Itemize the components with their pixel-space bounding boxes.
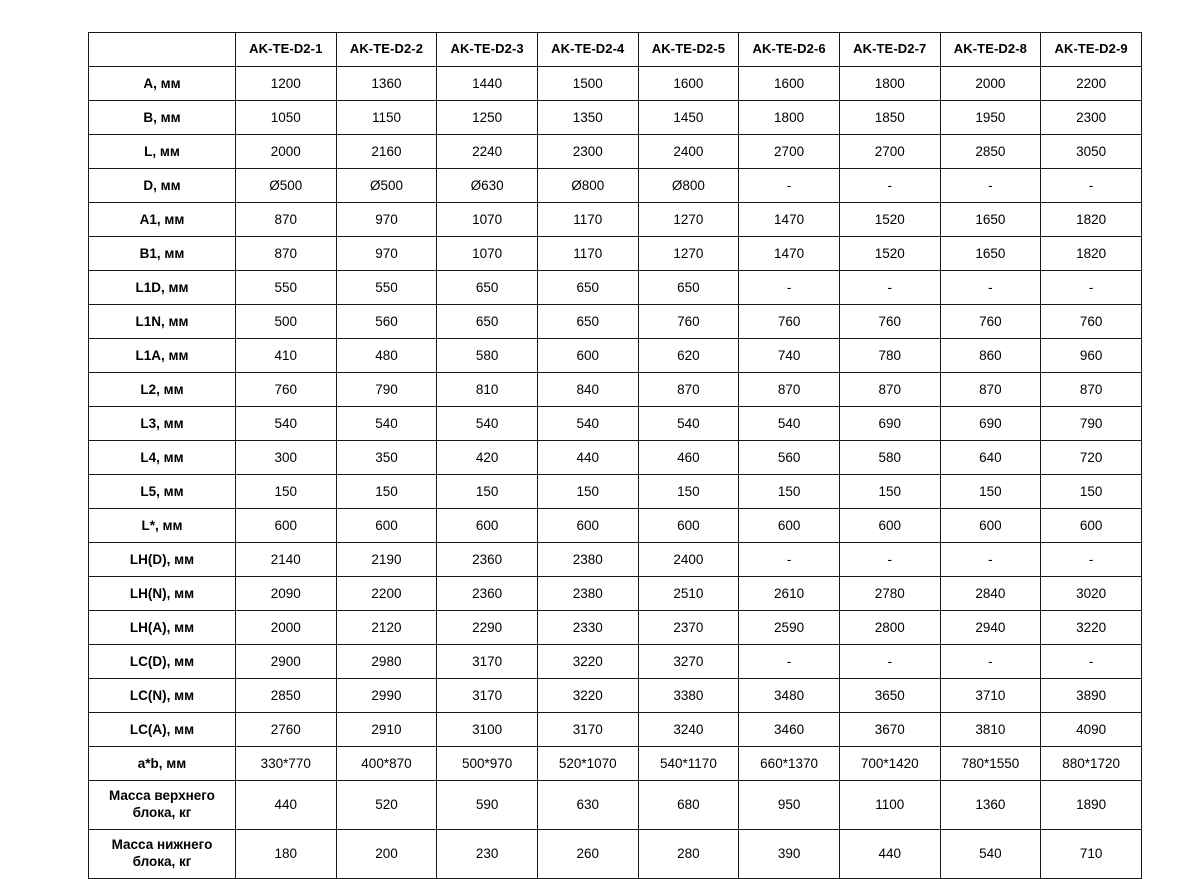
table-cell: 600: [1041, 509, 1142, 543]
table-cell: 460: [638, 441, 739, 475]
table-cell: Ø500: [235, 169, 336, 203]
column-header: AK-TE-D2-5: [638, 33, 739, 67]
table-cell: 420: [437, 441, 538, 475]
table-row: [89, 543, 1142, 577]
table-cell: 2330: [537, 611, 638, 645]
table-cell: 2780: [839, 577, 940, 611]
table-cell: 150: [839, 475, 940, 509]
table-cell: 2200: [336, 577, 437, 611]
table-row: [89, 747, 1142, 781]
table-cell: 550: [235, 271, 336, 305]
table-cell: 870: [235, 237, 336, 271]
row-header: a*b, мм: [89, 747, 236, 781]
table-row: [89, 407, 1142, 441]
table-cell: 780*1550: [940, 747, 1041, 781]
table-cell: 970: [336, 237, 437, 271]
table-corner-cell: [89, 33, 236, 67]
table-cell: 2120: [336, 611, 437, 645]
table-cell: 520: [336, 781, 437, 830]
table-cell: Ø500: [336, 169, 437, 203]
table-cell: 200: [336, 830, 437, 879]
table-cell: 600: [940, 509, 1041, 543]
table-cell: 720: [1041, 441, 1142, 475]
table-cell: 2290: [437, 611, 538, 645]
table-row: [89, 475, 1142, 509]
table-cell: 2000: [235, 135, 336, 169]
table-cell: -: [839, 543, 940, 577]
table-cell: -: [940, 169, 1041, 203]
table-cell: 2610: [739, 577, 840, 611]
table-body: [89, 67, 1142, 879]
table-cell: 1200: [235, 67, 336, 101]
table-cell: 580: [839, 441, 940, 475]
table-cell: 960: [1041, 339, 1142, 373]
table-cell: 3100: [437, 713, 538, 747]
table-cell: 280: [638, 830, 739, 879]
table-cell: 600: [638, 509, 739, 543]
table-cell: 2360: [437, 543, 538, 577]
table-cell: 440: [839, 830, 940, 879]
table-row: [89, 373, 1142, 407]
table-cell: 2700: [839, 135, 940, 169]
column-header: AK-TE-D2-6: [739, 33, 840, 67]
table-cell: -: [1041, 271, 1142, 305]
table-cell: 3670: [839, 713, 940, 747]
table-cell: 1500: [537, 67, 638, 101]
row-header: LH(N), мм: [89, 577, 236, 611]
table-cell: 710: [1041, 830, 1142, 879]
table-header: [89, 33, 1142, 67]
table-cell: 2840: [940, 577, 1041, 611]
table-cell: -: [940, 271, 1041, 305]
table-cell: 1270: [638, 203, 739, 237]
table-cell: 560: [336, 305, 437, 339]
table-cell: 2510: [638, 577, 739, 611]
table-cell: 3170: [537, 713, 638, 747]
table-cell: 870: [638, 373, 739, 407]
table-cell: 2400: [638, 135, 739, 169]
table-cell: 150: [235, 475, 336, 509]
table-cell: 3650: [839, 679, 940, 713]
table-cell: 150: [940, 475, 1041, 509]
table-cell: 2240: [437, 135, 538, 169]
table-row: [89, 679, 1142, 713]
table-cell: 630: [537, 781, 638, 830]
table-cell: 1440: [437, 67, 538, 101]
table-cell: 860: [940, 339, 1041, 373]
table-cell: 500*970: [437, 747, 538, 781]
table-row: [89, 271, 1142, 305]
table-cell: 590: [437, 781, 538, 830]
table-row: [89, 101, 1142, 135]
table-row: [89, 203, 1142, 237]
table-row: [89, 441, 1142, 475]
table-cell: 1820: [1041, 203, 1142, 237]
table-cell: -: [839, 271, 940, 305]
table-cell: 1070: [437, 203, 538, 237]
table-cell: 3220: [537, 679, 638, 713]
table-cell: 520*1070: [537, 747, 638, 781]
table-cell: 540: [336, 407, 437, 441]
table-cell: 150: [537, 475, 638, 509]
column-header: AK-TE-D2-8: [940, 33, 1041, 67]
table-cell: -: [940, 645, 1041, 679]
table-cell: 440: [235, 781, 336, 830]
column-header: AK-TE-D2-7: [839, 33, 940, 67]
table-cell: 2800: [839, 611, 940, 645]
row-header: LC(A), мм: [89, 713, 236, 747]
column-header: AK-TE-D2-3: [437, 33, 538, 67]
table-cell: 3810: [940, 713, 1041, 747]
table-cell: 580: [437, 339, 538, 373]
table-cell: 2980: [336, 645, 437, 679]
table-row: [89, 509, 1142, 543]
column-header: AK-TE-D2-2: [336, 33, 437, 67]
row-header: L, мм: [89, 135, 236, 169]
row-header: L4, мм: [89, 441, 236, 475]
table-cell: 650: [638, 271, 739, 305]
table-cell: -: [739, 645, 840, 679]
table-cell: 760: [1041, 305, 1142, 339]
table-row: [89, 577, 1142, 611]
table-cell: 660*1370: [739, 747, 840, 781]
table-cell: 760: [235, 373, 336, 407]
table-cell: 500: [235, 305, 336, 339]
table-cell: 870: [940, 373, 1041, 407]
table-row: [89, 781, 1142, 830]
table-cell: 4090: [1041, 713, 1142, 747]
table-cell: 680: [638, 781, 739, 830]
table-cell: 740: [739, 339, 840, 373]
table-cell: 2850: [940, 135, 1041, 169]
table-cell: 540: [739, 407, 840, 441]
table-cell: 540: [235, 407, 336, 441]
table-cell: 390: [739, 830, 840, 879]
table-cell: 700*1420: [839, 747, 940, 781]
table-cell: 1070: [437, 237, 538, 271]
table-row: [89, 611, 1142, 645]
table-cell: 2160: [336, 135, 437, 169]
column-header: AK-TE-D2-4: [537, 33, 638, 67]
table-cell: 3050: [1041, 135, 1142, 169]
table-cell: 3380: [638, 679, 739, 713]
row-header: LC(N), мм: [89, 679, 236, 713]
table-cell: 600: [235, 509, 336, 543]
table-cell: 870: [739, 373, 840, 407]
row-header: A, мм: [89, 67, 236, 101]
column-header: AK-TE-D2-1: [235, 33, 336, 67]
table-cell: 600: [839, 509, 940, 543]
table-row: [89, 135, 1142, 169]
table-cell: 690: [839, 407, 940, 441]
table-cell: 970: [336, 203, 437, 237]
table-cell: 3220: [537, 645, 638, 679]
table-cell: 2190: [336, 543, 437, 577]
table-cell: 150: [638, 475, 739, 509]
table-cell: 600: [537, 509, 638, 543]
row-header: Масса верхнего блока, кг: [89, 781, 236, 830]
row-header: L5, мм: [89, 475, 236, 509]
table-cell: 3480: [739, 679, 840, 713]
table-cell: 150: [1041, 475, 1142, 509]
table-cell: 1800: [739, 101, 840, 135]
table-cell: 1800: [839, 67, 940, 101]
table-cell: 1360: [940, 781, 1041, 830]
table-cell: 2300: [1041, 101, 1142, 135]
table-cell: 780: [839, 339, 940, 373]
table-cell: 2910: [336, 713, 437, 747]
table-cell: -: [739, 543, 840, 577]
table-cell: 2380: [537, 543, 638, 577]
table-row: [89, 305, 1142, 339]
table-cell: 3170: [437, 679, 538, 713]
table-cell: 650: [537, 305, 638, 339]
table-cell: 2000: [940, 67, 1041, 101]
table-cell: 150: [739, 475, 840, 509]
table-row: [89, 645, 1142, 679]
table-cell: 3170: [437, 645, 538, 679]
table-cell: 2700: [739, 135, 840, 169]
table-cell: 540*1170: [638, 747, 739, 781]
table-cell: 2370: [638, 611, 739, 645]
table-cell: 2200: [1041, 67, 1142, 101]
table-cell: 3270: [638, 645, 739, 679]
table-cell: 1650: [940, 237, 1041, 271]
table-cell: 2360: [437, 577, 538, 611]
table-cell: 2990: [336, 679, 437, 713]
table-cell: 1950: [940, 101, 1041, 135]
table-cell: 2590: [739, 611, 840, 645]
table-cell: 600: [537, 339, 638, 373]
table-cell: 1520: [839, 203, 940, 237]
table-cell: 760: [940, 305, 1041, 339]
table-cell: 810: [437, 373, 538, 407]
table-cell: -: [839, 645, 940, 679]
table-cell: -: [1041, 645, 1142, 679]
table-cell: 790: [1041, 407, 1142, 441]
table-cell: 1650: [940, 203, 1041, 237]
table-cell: 870: [235, 203, 336, 237]
table-cell: 760: [739, 305, 840, 339]
row-header: L1A, мм: [89, 339, 236, 373]
row-header: LH(A), мм: [89, 611, 236, 645]
table-cell: 600: [739, 509, 840, 543]
row-header: L1D, мм: [89, 271, 236, 305]
table-cell: 350: [336, 441, 437, 475]
table-cell: 1820: [1041, 237, 1142, 271]
table-cell: 150: [437, 475, 538, 509]
table-cell: 1250: [437, 101, 538, 135]
table-cell: 540: [638, 407, 739, 441]
table-cell: -: [739, 169, 840, 203]
table-cell: 620: [638, 339, 739, 373]
table-cell: 1170: [537, 203, 638, 237]
table-header-row: [89, 33, 1142, 67]
table-cell: 400*870: [336, 747, 437, 781]
table-cell: 540: [437, 407, 538, 441]
table-cell: 2850: [235, 679, 336, 713]
table-cell: 600: [336, 509, 437, 543]
table-cell: 410: [235, 339, 336, 373]
row-header: L*, мм: [89, 509, 236, 543]
table-cell: Ø800: [537, 169, 638, 203]
table-cell: 3460: [739, 713, 840, 747]
table-cell: 1150: [336, 101, 437, 135]
table-cell: Ø800: [638, 169, 739, 203]
table-cell: -: [1041, 543, 1142, 577]
table-cell: 650: [437, 271, 538, 305]
table-cell: 1850: [839, 101, 940, 135]
table-cell: 330*770: [235, 747, 336, 781]
table-cell: 650: [537, 271, 638, 305]
table-cell: 950: [739, 781, 840, 830]
row-header: B1, мм: [89, 237, 236, 271]
table-cell: 1890: [1041, 781, 1142, 830]
table-cell: -: [940, 543, 1041, 577]
table-cell: 870: [1041, 373, 1142, 407]
row-header: L2, мм: [89, 373, 236, 407]
table-row: [89, 713, 1142, 747]
table-cell: 870: [839, 373, 940, 407]
table-cell: 3020: [1041, 577, 1142, 611]
row-header: L3, мм: [89, 407, 236, 441]
table-cell: 1350: [537, 101, 638, 135]
table-cell: 840: [537, 373, 638, 407]
table-cell: 150: [336, 475, 437, 509]
table-cell: 1100: [839, 781, 940, 830]
table-cell: 440: [537, 441, 638, 475]
table-cell: 1470: [739, 237, 840, 271]
table-cell: Ø630: [437, 169, 538, 203]
table-cell: 2400: [638, 543, 739, 577]
table-row: [89, 237, 1142, 271]
table-cell: 2900: [235, 645, 336, 679]
table-cell: 260: [537, 830, 638, 879]
table-cell: 1170: [537, 237, 638, 271]
table-cell: 1470: [739, 203, 840, 237]
table-cell: 640: [940, 441, 1041, 475]
table-cell: 3220: [1041, 611, 1142, 645]
table-cell: -: [739, 271, 840, 305]
table-cell: 3240: [638, 713, 739, 747]
table-cell: 540: [940, 830, 1041, 879]
specification-table: [88, 32, 1142, 879]
table-cell: 2760: [235, 713, 336, 747]
column-header: AK-TE-D2-9: [1041, 33, 1142, 67]
table-cell: 2090: [235, 577, 336, 611]
table-cell: 690: [940, 407, 1041, 441]
row-header: D, мм: [89, 169, 236, 203]
table-cell: 1450: [638, 101, 739, 135]
table-cell: 180: [235, 830, 336, 879]
table-cell: 880*1720: [1041, 747, 1142, 781]
table-cell: 1050: [235, 101, 336, 135]
table-row: [89, 67, 1142, 101]
table-cell: 3710: [940, 679, 1041, 713]
table-cell: 230: [437, 830, 538, 879]
table-cell: 1520: [839, 237, 940, 271]
table-cell: 2380: [537, 577, 638, 611]
table-cell: 2300: [537, 135, 638, 169]
table-cell: 1360: [336, 67, 437, 101]
table-cell: -: [839, 169, 940, 203]
table-cell: 3890: [1041, 679, 1142, 713]
table-cell: 790: [336, 373, 437, 407]
table-cell: 2940: [940, 611, 1041, 645]
row-header: A1, мм: [89, 203, 236, 237]
row-header: LH(D), мм: [89, 543, 236, 577]
table-cell: -: [1041, 169, 1142, 203]
table-cell: 540: [537, 407, 638, 441]
table-cell: 1600: [638, 67, 739, 101]
table-cell: 1270: [638, 237, 739, 271]
table-cell: 760: [839, 305, 940, 339]
table-cell: 600: [437, 509, 538, 543]
table-cell: 650: [437, 305, 538, 339]
table-cell: 560: [739, 441, 840, 475]
table-cell: 550: [336, 271, 437, 305]
table-cell: 2140: [235, 543, 336, 577]
row-header: Масса нижнего блока, кг: [89, 830, 236, 879]
row-header: B, мм: [89, 101, 236, 135]
row-header: LC(D), мм: [89, 645, 236, 679]
table-cell: 480: [336, 339, 437, 373]
table-cell: 2000: [235, 611, 336, 645]
table-row: [89, 339, 1142, 373]
table-cell: 760: [638, 305, 739, 339]
table-cell: 1600: [739, 67, 840, 101]
row-header: L1N, мм: [89, 305, 236, 339]
table-row: [89, 169, 1142, 203]
table-cell: 300: [235, 441, 336, 475]
table-row: [89, 830, 1142, 879]
